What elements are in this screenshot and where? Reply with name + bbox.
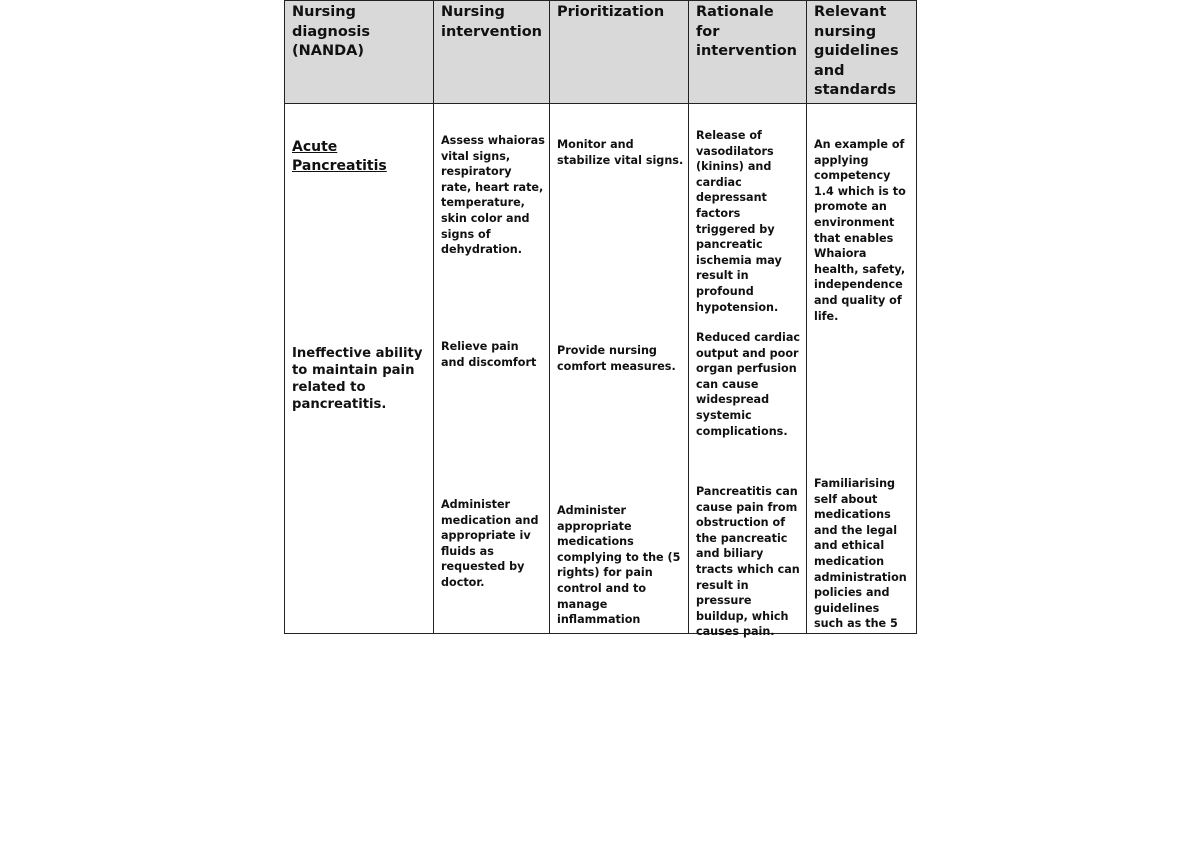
rationale-vasodilators: Release of vasodilators (kinins) and cardiac depressant factors triggered by pancreatic ischemia may result in profound hypotension. xyxy=(696,129,782,314)
guidelines-cell xyxy=(807,104,917,634)
nursing-care-plan-table xyxy=(284,0,917,639)
intervention-relieve-pain: Relieve pain and discomfort xyxy=(441,340,537,369)
rationale-cell xyxy=(689,104,807,639)
header-prioritization: Prioritization xyxy=(550,1,689,104)
intervention-cell xyxy=(434,104,550,634)
header-nursing-diagnosis: Nursing diagnosis (NANDA) xyxy=(285,1,434,104)
intervention-assess-vitals: Assess whaioras vital signs, respiratory rate, heart rate, temperature, skin color and signs of dehydration. xyxy=(441,134,545,257)
diagnosis-ineffective-pain: Ineffective ability to maintain pain related to pancreatitis. xyxy=(292,346,423,412)
guideline-competency: An example of applying competency 1.4 which is to promote an environment that enables Whaiora health, safety, independence and quality of life. xyxy=(814,138,906,323)
diagnosis-acute-pancreatitis: Acute Pancreatitis xyxy=(292,139,387,174)
rationale-pancreatitis-pain: Pancreatitis can cause pain from obstruction of the pancreatic and biliary tracts which can result in pressure buildup, which causes pain. xyxy=(696,485,800,639)
prioritization-administer-medications: Administer appropriate medications complying to the (5 rights) for pain control and to manage inflammation xyxy=(557,504,681,627)
header-guidelines: Relevant nursing guidelines and standards xyxy=(807,1,917,104)
intervention-administer-medication: Administer medication and appropriate iv fluids as requested by doctor. xyxy=(441,498,539,589)
prioritization-cell xyxy=(550,104,689,634)
header-row xyxy=(285,1,917,104)
header-nursing-intervention: Nursing intervention xyxy=(434,1,550,104)
table-row xyxy=(285,104,917,634)
prioritization-monitor-vitals: Monitor and stabilize vital signs. xyxy=(557,138,684,167)
rationale-cardiac-output: Reduced cardiac output and poor organ perfusion can cause widespread systemic complications. xyxy=(696,331,801,438)
prioritization-comfort-measures: Provide nursing comfort measures. xyxy=(557,344,676,373)
diagnosis-cell xyxy=(285,104,434,634)
header-rationale: Rationale for intervention xyxy=(689,1,807,104)
guideline-medications: Familiarising self about medications and the legal and ethical medication administration policies and guidelines such as the 5 xyxy=(814,477,907,631)
